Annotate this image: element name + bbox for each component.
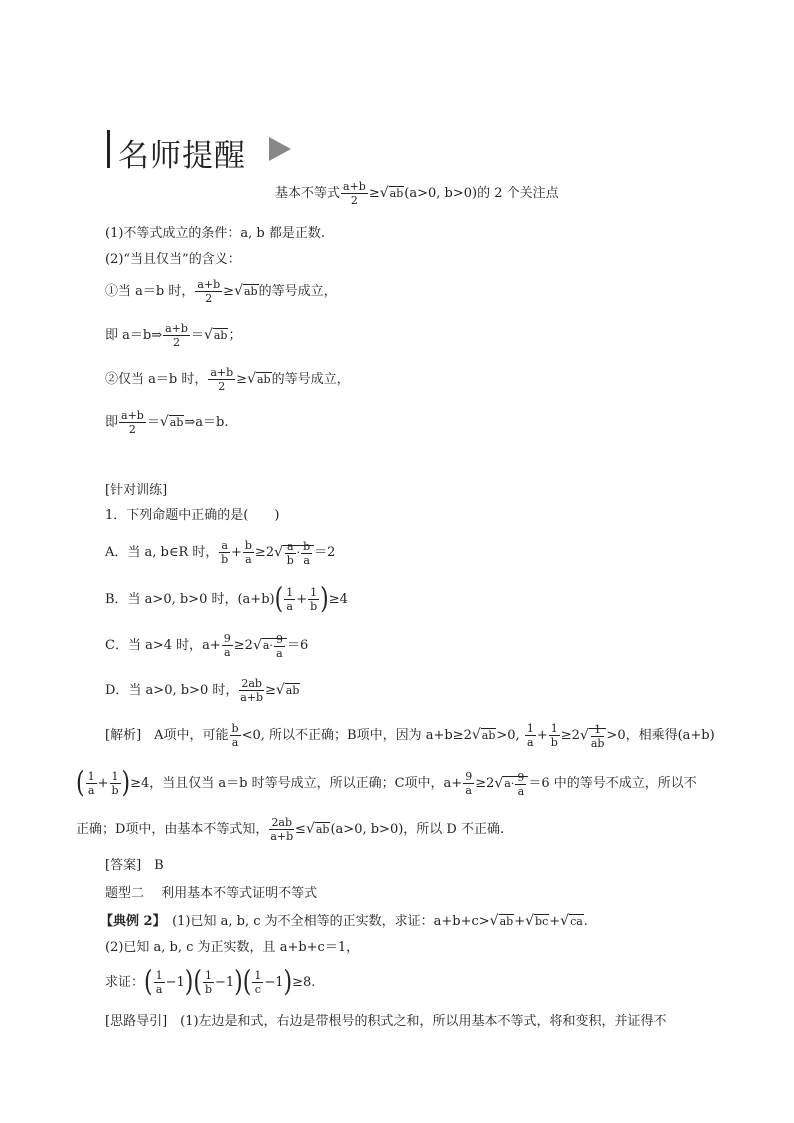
paragraph-4: 即 a＝b⇒ $\frac{a+b}{2}$ ＝√ab； <box>105 322 242 349</box>
option-c: C．当 a>4 时，a+ $\frac{9}{a}$ ≥2√a· $\frac{9}{a}$ ＝6 <box>105 632 309 660</box>
example-2: 【典例 2】 (1)已知 a, b, c 为不全相等的正实数，求证：a+b+c>√ab+√bc+√ca. <box>100 913 588 929</box>
header-title: 名师提醒 <box>118 138 246 174</box>
paragraph-6: 即 $\frac{a+b}{2}$ ＝√ab⇒a＝b. <box>105 409 229 436</box>
paragraph-3: ①当 a＝b 时， $\frac{a+b}{2}$ ≥√ab的等号成立， <box>105 278 337 305</box>
subtitle-pre: 基本不等式 <box>275 186 341 201</box>
training-label: [针对训练] <box>105 483 168 498</box>
option-d: D．当 a>0, b>0 时， $\frac{2ab}{a+b}$ ≥√ab <box>105 677 300 704</box>
answer: [答案] B <box>105 858 164 873</box>
sqrt: √ab <box>379 185 404 201</box>
analysis-line-2: ( $\frac{1}{a}$ + $\frac{1}{b}$ )≥4，当且仅当 a＝b 时等号成立，所以正确；C项中，a+ $\frac{9}{a}$ ≥2√a· $\frac{9}{a}$ ＝6 中的等号不成立，所以不 <box>76 766 697 800</box>
fraction: $\frac{a+b}{2}$ <box>343 180 366 207</box>
subtitle: 基本不等式 $\frac{a+b}{2}$ ≥√ab(a>0, b>0)的 2 个关注点 <box>275 180 559 207</box>
example-2-part-2: (2)已知 a, b, c 为正实数，且 a+b+c＝1， <box>105 940 360 955</box>
type-2-heading: 题型二 利用基本不等式证明不等式 <box>105 886 318 901</box>
analysis-line-3: 正确；D项中，由基本不等式知， $\frac{2ab}{a+b}$ ≤√ab(a>0, b>0)，所以 D 不正确. <box>76 816 505 843</box>
paragraph-1: (1)不等式成立的条件：a, b 都是正数. <box>105 226 326 241</box>
example-2-prove: 求证：( $\frac{1}{a}$ −1)( $\frac{1}{b}$ −1)( $\frac{1}{c}$ −1)≥8. <box>105 965 316 999</box>
analysis-line-1: [解析] A项中，可能 $\frac{b}{a}$ <0, 所以不正确；B项中，因为 a+b≥2√ab>0, $\frac{1}{a}$ + $\frac{1}{b}$ ≥2√ $\frac{1}{ab}$ >0，相乘得(a+b) <box>105 722 715 750</box>
section-header <box>107 128 297 174</box>
option-b: B．当 a>0, b>0 时，(a+b)( $\frac{1}{a}$ + $\frac{1}{b}$ )≥4 <box>105 582 348 616</box>
paragraph-5: ②仅当 a＝b 时， $\frac{a+b}{2}$ ≥√ab的等号成立， <box>105 366 350 393</box>
option-a: A．当 a, b∈R 时， $\frac{a}{b}$ + $\frac{b}{a}$ ≥2√ $\frac{a}{b}$ · $\frac{b}{a}$ ＝2 <box>105 539 336 567</box>
paragraph-2: (2)“当且仅当”的含义： <box>105 252 241 267</box>
play-triangle-icon <box>269 137 291 161</box>
hint: [思路导引] (1)左边是和式，右边是带根号的积式之和，所以用基本不等式，将和变积，并证得不 <box>105 1014 667 1029</box>
header-bar <box>107 130 110 168</box>
question-1: 1．下列命题中正确的是( ) <box>105 508 280 523</box>
